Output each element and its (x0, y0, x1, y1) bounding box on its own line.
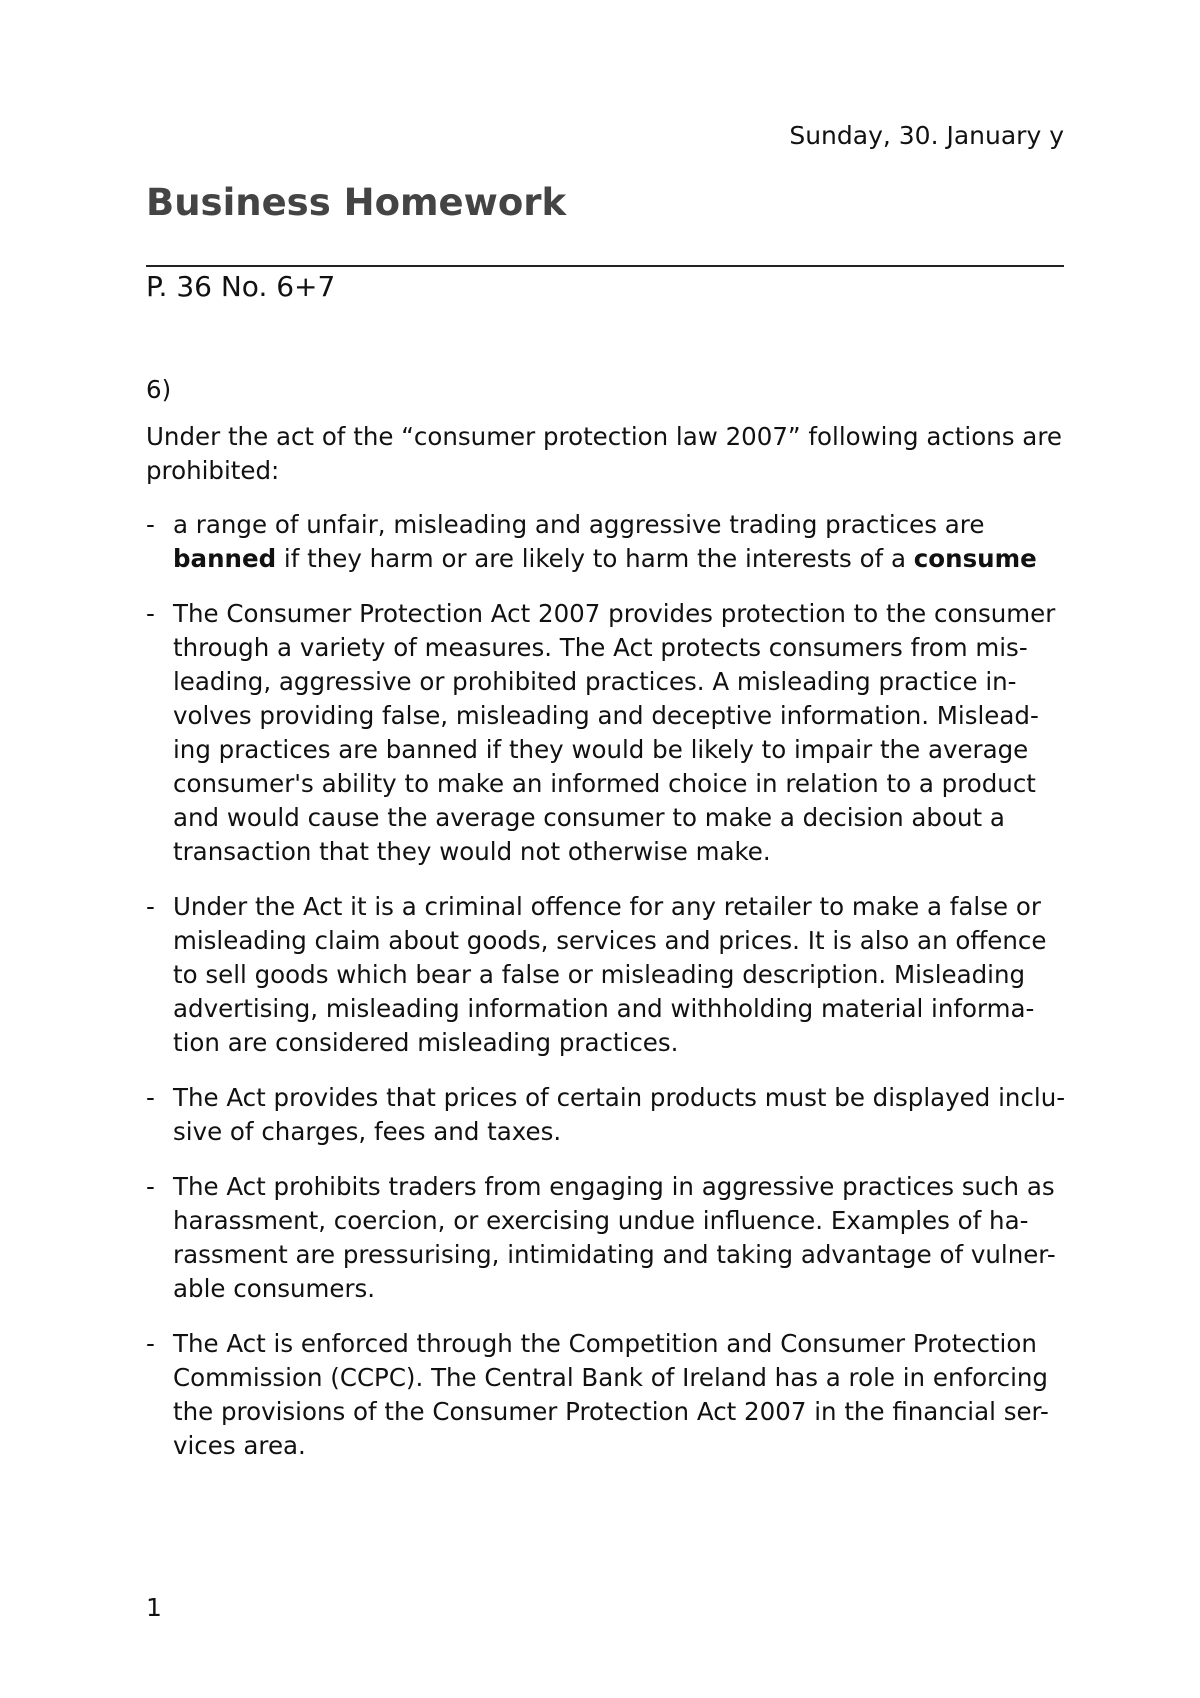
bullet-text: The Consumer Protection Act 2007 provides protection to the consumer through a variety of measures. The Act protects consumers from mis-leading, aggressive or prohibited practices. A misleading practice in-volves providing false, misleading and deceptive information. Mislead-ing practices are banned if they would be likely to impair the average consumer's ability to make an informed choice in relation to a product and would cause the average consumer to make a decision about a transaction that they would not otherwise make. (173, 599, 1056, 866)
bullet-text: Under the Act it is a criminal offence for any retailer to make a false or misleading claim about goods, services and prices. It is also an offence to sell goods which bear a false or misleading description. Misleading advertising, misleading information and withholding material informa-tion are considered misleading practices. (173, 892, 1047, 1057)
title-divider (146, 265, 1064, 267)
bullet-dash: - (146, 892, 155, 921)
bullet-list (146, 508, 1068, 1484)
bullet-text: if they harm or are likely to harm the interests of a (276, 544, 914, 573)
bullet-item (146, 1327, 1068, 1463)
bullet-text: The Act prohibits traders from engaging in aggressive practices such as harassment, coercion, or exercising undue influence. Examples of ha-rassment are pressurising, intimidating and taking advantage of vulner-able consumers. (173, 1172, 1056, 1303)
bullet-item (146, 597, 1068, 869)
question-number: 6) (146, 375, 172, 404)
document-date: Sunday, 30. January y (789, 121, 1064, 150)
bullet-dash: - (146, 1083, 155, 1112)
page-title: Business Homework (146, 181, 567, 224)
bullet-dash: - (146, 1329, 155, 1358)
bold-consume: consume (913, 544, 1037, 573)
bullet-item (146, 890, 1068, 1060)
bullet-dash: - (146, 1172, 155, 1201)
bullet-text: The Act is enforced through the Competition and Consumer Protection Commission (CCPC). The Central Bank of Ireland has a role in enforcing the provisions of the Consumer Protection Act 2007 in the financial ser-vices area. (173, 1329, 1049, 1460)
bullet-dash: - (146, 510, 155, 539)
bold-banned: banned (173, 544, 277, 573)
page-subtitle: P. 36 No. 6+7 (146, 270, 336, 303)
bullet-item (146, 1081, 1068, 1149)
bullet-item (146, 1170, 1068, 1306)
bullet-text: The Act provides that prices of certain products must be displayed inclu-sive of charges, fees and taxes. (173, 1083, 1066, 1146)
bullet-text: a range of unfair, misleading and aggressive trading practices are (173, 510, 985, 539)
page-number: 1 (146, 1593, 162, 1622)
question-intro: Under the act of the “consumer protection law 2007” following actions are prohibited: (146, 422, 1062, 485)
bullet-item (146, 508, 1068, 576)
bullet-dash: - (146, 599, 155, 628)
